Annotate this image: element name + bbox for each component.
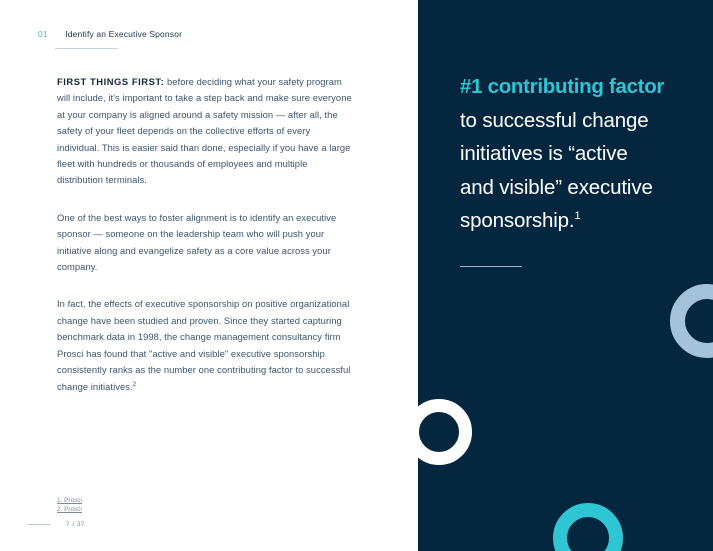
page-number: 7 / 37 [66,521,85,528]
pull-quote-divider [460,266,522,267]
paragraph-1-leadin: FIRST THINGS FIRST: [57,76,165,87]
section-number: 01 [38,29,49,39]
footnote-marker-2[interactable]: 2 [132,380,137,388]
section-header [38,29,182,39]
page-footer [28,521,85,528]
paragraph-3 [57,296,352,394]
pull-quote-line-5-text: sponsorship. [460,209,575,232]
body-copy [57,74,352,395]
ring-teal-icon [553,503,623,551]
footer-dash-icon [28,524,50,525]
paragraph-1-text: before deciding what your safety program will include, it's important to take a step back and make sure everyone at your company is aligned around a safety mission — after all, the safety of your fleet depends on the collective efforts of every individual. This is easier said than done, especially if you have a large fleet with hundreds or thousands of employees and multiple distribution terminals. [57,76,352,186]
pull-quote-line-1: #1 contributing factor [460,75,665,98]
paragraph-2 [57,210,352,276]
section-title: Identify an Executive Sponsor [65,29,183,39]
footnote-marker-1[interactable]: 1 [574,210,581,223]
pull-quote [460,70,694,238]
paragraph-3-text: In fact, the effects of executive sponsorship on positive organizational change have been studied and proven. Since they started capturing benchmark data in 1998, the change management consultancy firm Prosci has found that "active and visible" executive sponsorship consistently ranks as the number one contributing factor to successful change initiatives. [57,298,351,392]
pull-quote-line-5 [460,204,694,238]
pull-quote-line-2: to successful change [460,108,649,132]
paragraph-1 [57,74,352,189]
ring-light-blue-icon [670,284,713,358]
footnotes-list [57,496,82,514]
paragraph-2-text: One of the best ways to foster alignment is to identify an executive sponsor — someone on the leadership team who will push your initiative along and evangelize safety as a core value across your company. [57,211,337,273]
ring-white-icon [418,399,472,465]
header-divider [55,48,118,49]
footnote-link-2[interactable]: 2. Prosci [57,506,82,513]
pull-quote-panel [418,0,713,551]
pull-quote-line-4: and visible” executive [460,175,653,199]
pull-quote-line-3: initiatives is “active [460,142,628,165]
footnote-link-1[interactable]: 1. Prosci [57,497,82,504]
